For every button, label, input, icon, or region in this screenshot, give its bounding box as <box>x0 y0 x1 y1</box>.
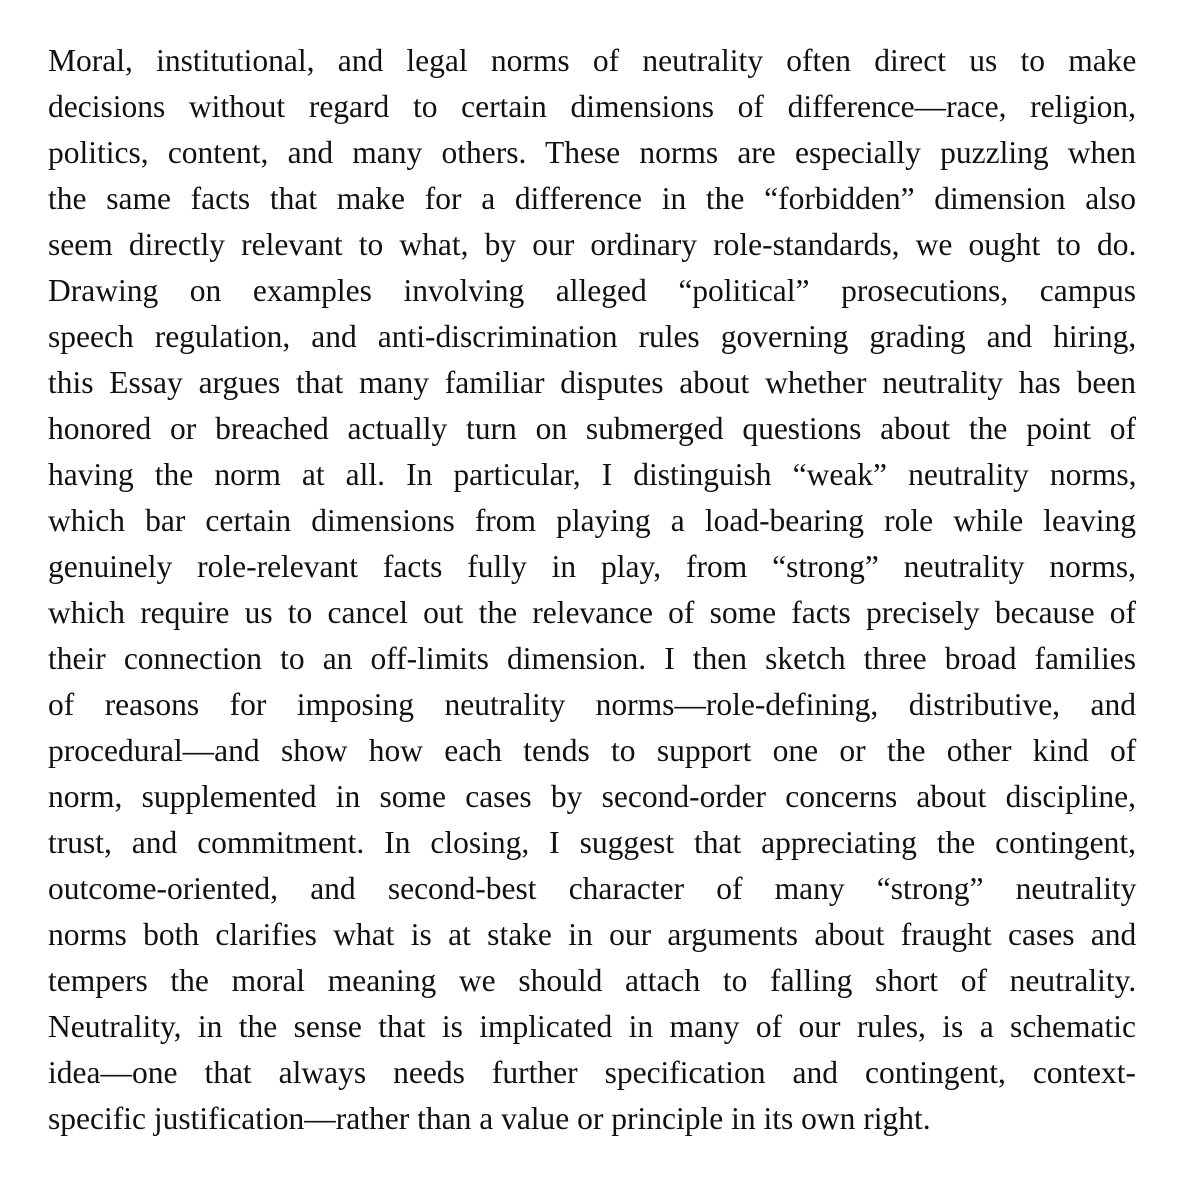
text-line: which require us to cancel out the relevance of some facts precisely because of <box>48 595 1136 630</box>
text-line: which bar certain dimensions from playing a load-bearing role while leaving <box>48 503 1136 538</box>
text-line: procedural—and show how each tends to support one or the other kind of <box>48 733 1137 768</box>
text-line: seem directly relevant to what, by our ordinary role-standards, we ought to do. <box>48 227 1137 262</box>
text-line: norms both clarifies what is at stake in our arguments about fraught cases and <box>48 917 1137 952</box>
text-line: of reasons for imposing neutrality norms—role-defining, distributive, and <box>48 687 1136 722</box>
abstract-text-block <box>48 38 1136 1142</box>
text-line: norm, supplemented in some cases by second-order concerns about discipline, <box>48 779 1136 814</box>
text-line: having the norm at all. In particular, I distinguish “weak” neutrality norms, <box>48 457 1137 492</box>
text-line: Neutrality, in the sense that is implicated in many of our rules, is a schematic <box>48 1009 1136 1044</box>
text-line: specific justification—rather than a value or principle in its own right. <box>48 1101 931 1136</box>
text-line: tempers the moral meaning we should attach to falling short of neutrality. <box>48 963 1137 998</box>
text-line: idea—one that always needs further specification and contingent, context- <box>48 1055 1137 1090</box>
text-line: honored or breached actually turn on submerged questions about the point of <box>48 411 1136 446</box>
text-line: speech regulation, and anti-discrimination rules governing grading and hiring, <box>48 319 1137 354</box>
text-line: trust, and commitment. In closing, I suggest that appreciating the contingent, <box>48 825 1136 860</box>
text-line: outcome-oriented, and second-best character of many “strong” neutrality <box>48 871 1137 906</box>
text-line: genuinely role-relevant facts fully in play, from “strong” neutrality norms, <box>48 549 1136 584</box>
text-line: politics, content, and many others. These norms are especially puzzling when <box>48 135 1136 170</box>
text-line: Moral, institutional, and legal norms of neutrality often direct us to make <box>48 43 1137 78</box>
text-line: decisions without regard to certain dimensions of difference—race, religion, <box>48 89 1136 124</box>
text-line: Drawing on examples involving alleged “political” prosecutions, campus <box>48 273 1137 308</box>
text-line: the same facts that make for a difference in the “forbidden” dimension also <box>48 181 1136 216</box>
text-line: their connection to an off-limits dimension. I then sketch three broad families <box>48 641 1136 676</box>
text-line: this Essay argues that many familiar disputes about whether neutrality has been <box>48 365 1137 400</box>
